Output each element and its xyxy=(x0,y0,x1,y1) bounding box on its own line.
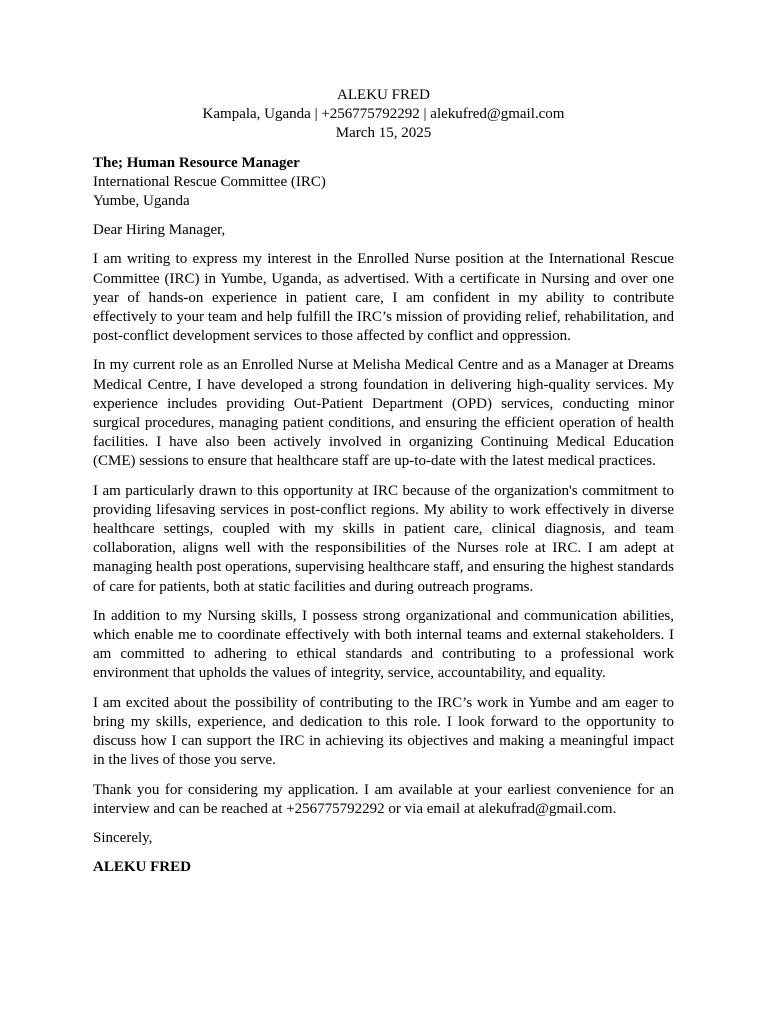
body-paragraph-2: In my current role as an Enrolled Nurse at Melisha Medical Centre and as a Manager at Dreams Medical Centre, I have developed a strong foundation in delivering high-quality services. My experience includes providing Out-Patient Department (OPD) services, conducting minor surgical procedures, managing patient conditions, and ensuring the efficient operation of health facilities. I have also been actively involved in organizing Continuing Medical Education (CME) sessions to ensure that healthcare staff are up-to-date with the latest medical practices. xyxy=(93,357,674,470)
letter-header xyxy=(93,86,674,144)
recipient-organization: International Rescue Committee (IRC) xyxy=(93,173,326,190)
body-paragraph-6: Thank you for considering my application. I am available at your earliest convenience for an interview and can be reached at +256775792292 or via email at alekufrad@gmail.com. xyxy=(93,781,674,817)
recipient-block xyxy=(93,154,674,212)
body-paragraph-4: In addition to my Nursing skills, I possess strong organizational and communication abilities, which enable me to coordinate effectively with both internal teams and external stakeholders. I am committed to adhering to ethical standards and contributing to a professional work environment that upholds the values of integrity, service, accountability, and equality. xyxy=(93,607,674,682)
letter-date: March 15, 2025 xyxy=(335,125,432,142)
signature-name: ALEKU FRED xyxy=(93,859,191,876)
body-paragraph-1: I am writing to express my interest in the Enrolled Nurse position at the International Rescue Committee (IRC) in Yumbe, Uganda, as advertised. With a certificate in Nursing and over one year of hands-on experience in patient care, I am confident in my ability to contribute effectively to your team and help fulfill the IRC’s mission of providing relief, rehabilitation, and post-conflict development services to those affected by conflict and oppression. xyxy=(93,251,674,345)
letter-page xyxy=(93,86,674,877)
body-paragraph-5: I am excited about the possibility of contributing to the IRC’s work in Yumbe and am eager to bring my skills, experience, and dedication to this role. I look forward to the opportunity to discuss how I can support the IRC in achieving its objectives and making a meaningful impact in the lives of those you serve. xyxy=(93,694,674,769)
closing: Sincerely, xyxy=(93,829,153,846)
recipient-location: Yumbe, Uganda xyxy=(93,193,190,210)
recipient-title: The; Human Resource Manager xyxy=(93,154,300,171)
sender-contact: Kampala, Uganda | +256775792292 | alekufred@gmail.com xyxy=(202,106,565,123)
salutation: Dear Hiring Manager, xyxy=(93,222,226,239)
body-paragraph-3: I am particularly drawn to this opportunity at IRC because of the organization's commitment to providing lifesaving services in post-conflict regions. My ability to work effectively in diverse healthcare settings, coupled with my skills in patient care, clinical diagnosis, and team collaboration, aligns well with the responsibilities of the Nurses role at IRC. I am adept at managing health post operations, supervising healthcare staff, and ensuring the highest standards of care for patients, both at static facilities and during outreach programs. xyxy=(93,482,674,595)
sender-name: ALEKU FRED xyxy=(337,87,430,103)
